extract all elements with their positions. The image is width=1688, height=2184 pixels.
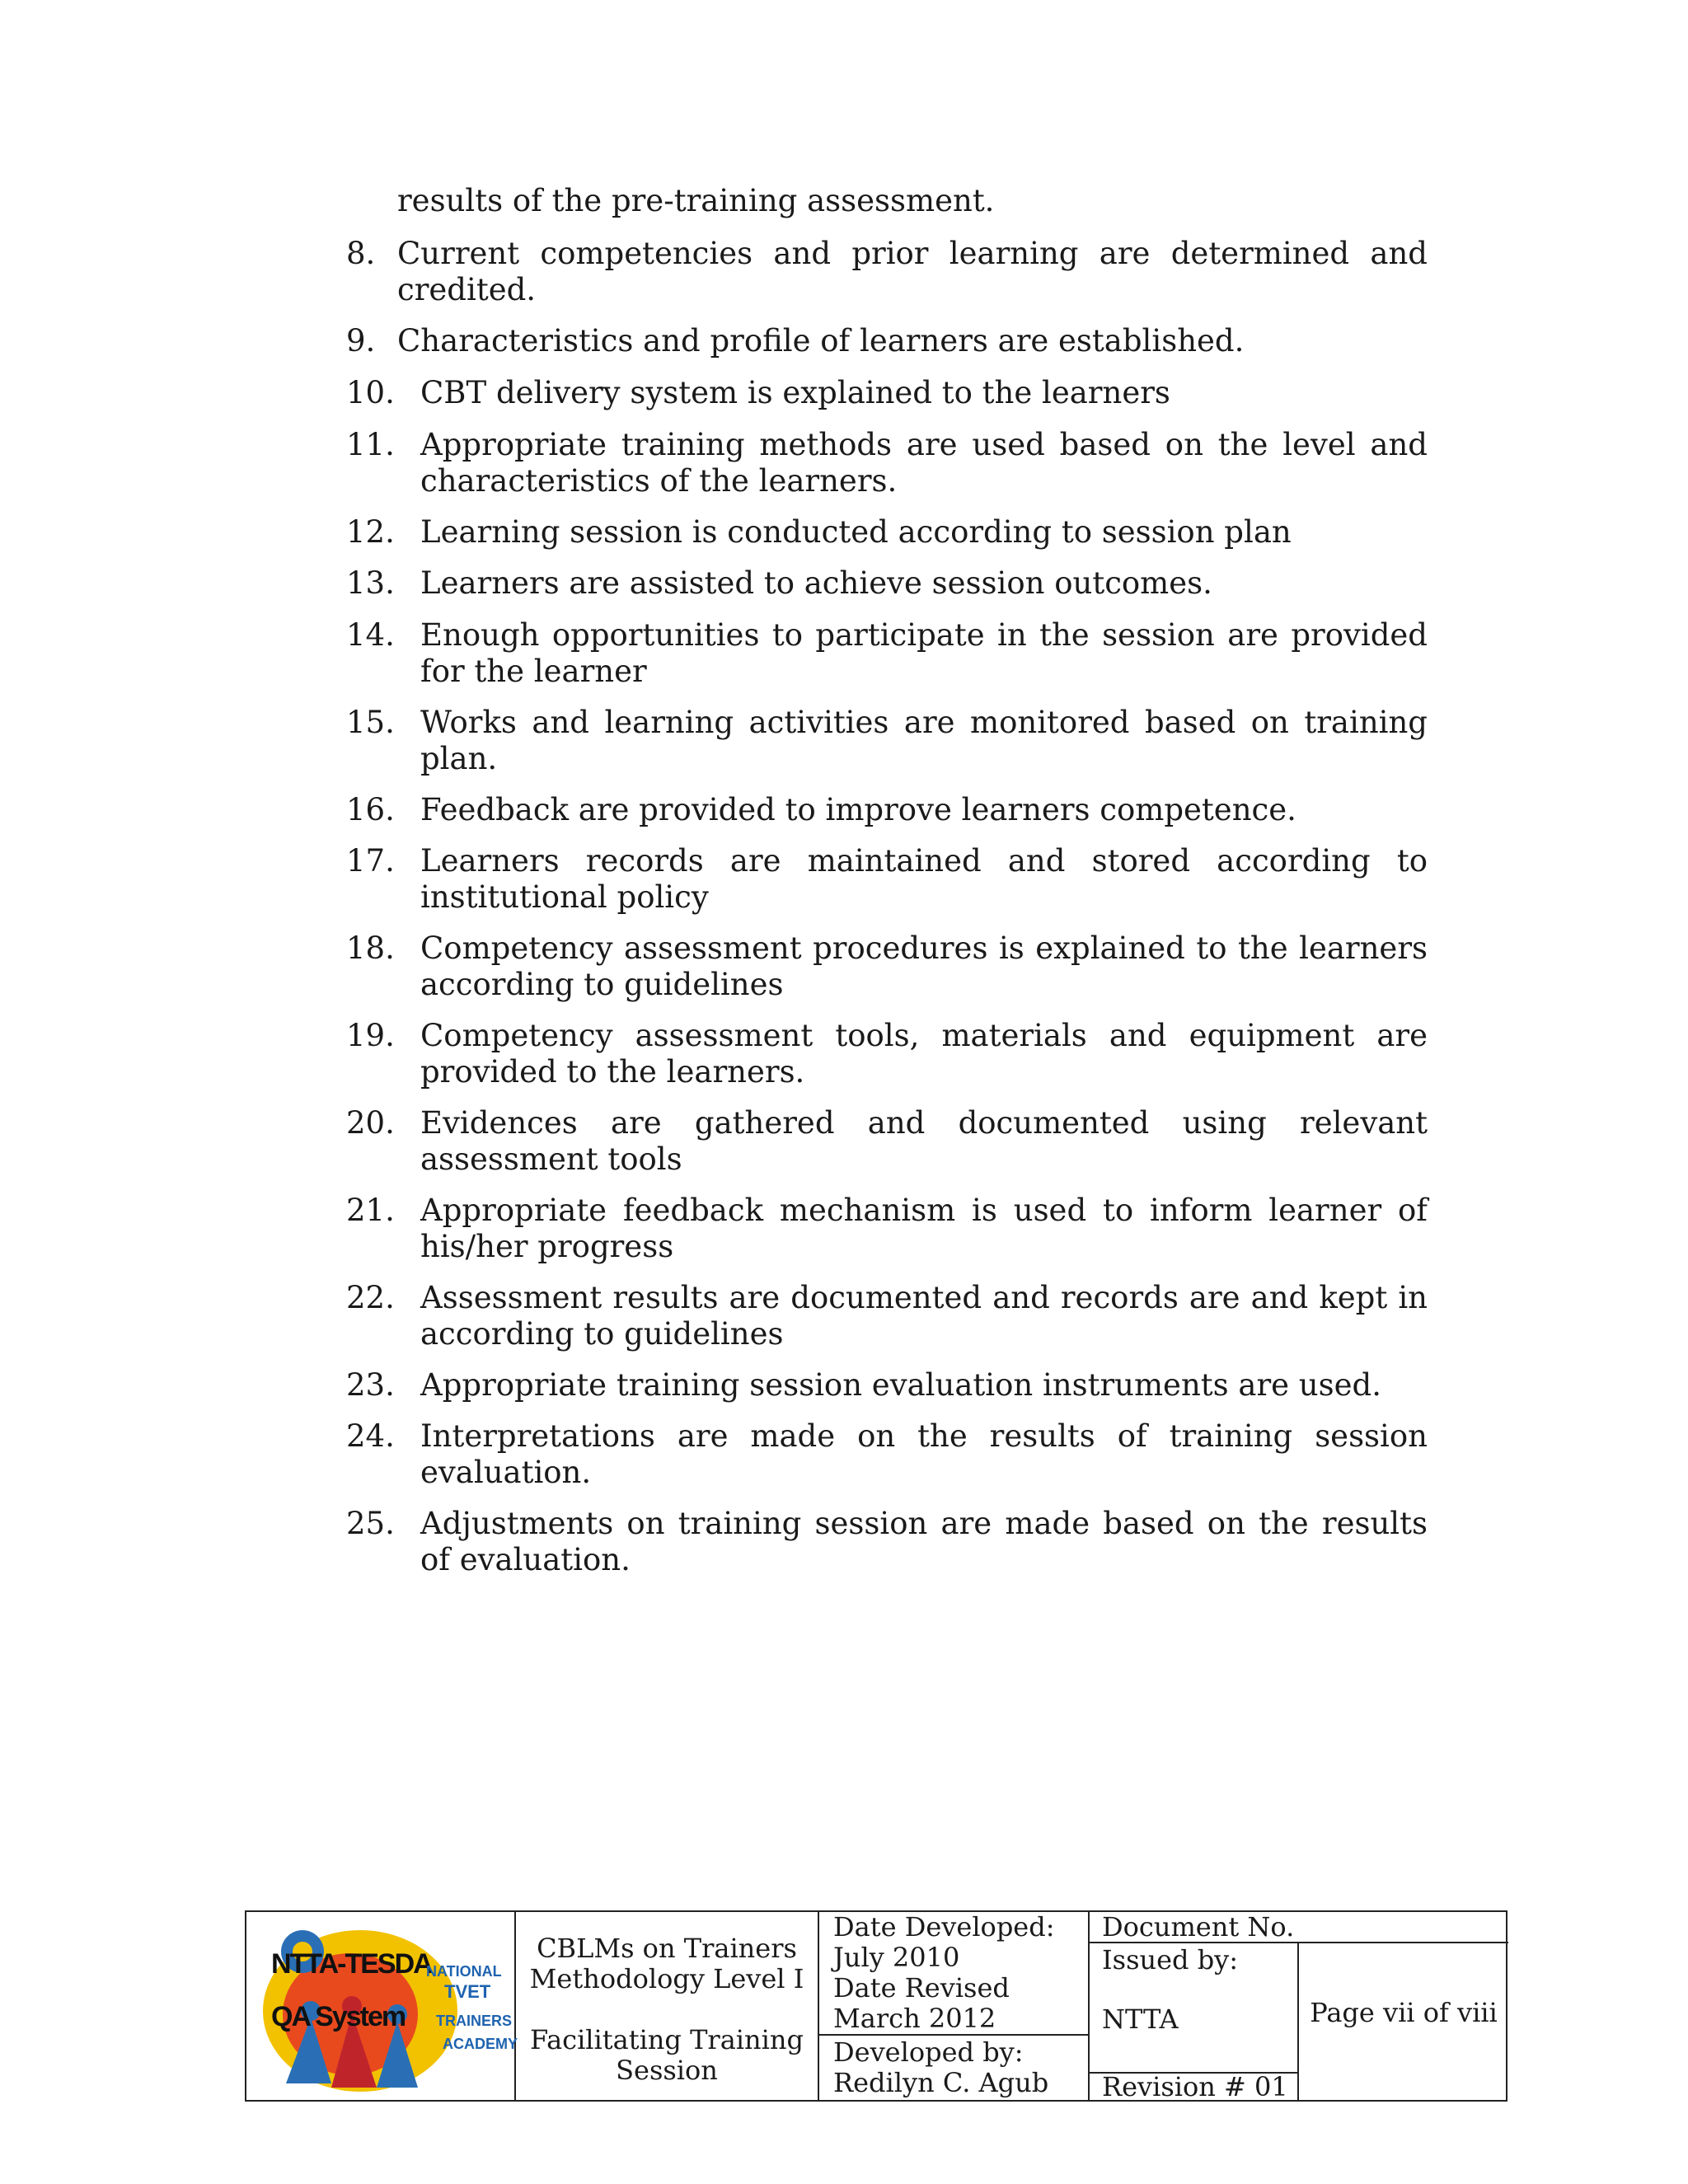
list-item-text: Learning session is conducted according to session plan — [420, 514, 1292, 550]
list-item-text: Assessment results are documented and records are and kept in according to guidelines — [420, 1280, 1428, 1352]
issued-by-label: Issued by: — [1102, 1944, 1239, 1975]
list-item-text: Competency assessment tools, materials and equipment are provided to the learners. — [420, 1018, 1428, 1090]
issued-by: NTTA — [1102, 2004, 1179, 2035]
date-developed: July 2010 — [833, 1942, 960, 1973]
list-item-text: Feedback are provided to improve learners competence. — [420, 792, 1296, 827]
course-title: CBLMs on Trainers — [537, 1933, 797, 1964]
list-item — [346, 1506, 1428, 1578]
list-item — [346, 705, 1428, 777]
list-item — [346, 792, 1428, 828]
list-item-text: Adjustments on training session are made based on the results of evaluation. — [420, 1506, 1428, 1577]
list-item-number: 13. — [346, 565, 395, 601]
list-item — [346, 1280, 1428, 1352]
date-revised-label: Date Revised — [833, 1972, 1010, 2004]
list-item-number: 11. — [346, 427, 395, 462]
list-item-text: Learners records are maintained and stored according to institutional policy — [420, 843, 1428, 915]
list-item-number: 8. — [346, 236, 376, 271]
page-number: Page vii of viii — [1310, 1997, 1498, 2028]
continued-text: results of the pre-training assessment. — [397, 183, 995, 218]
list-item — [346, 1367, 1428, 1404]
list-item-number: 25. — [346, 1506, 395, 1541]
list-item-text: Interpretations are made on the results of training session evaluation. — [420, 1418, 1428, 1490]
list-item — [346, 375, 1428, 411]
list-item-number: 23. — [346, 1367, 395, 1403]
date-revised: March 2012 — [833, 2003, 996, 2034]
list-item — [346, 617, 1428, 690]
developed-by: Redilyn C. Agub — [833, 2067, 1049, 2098]
list-item — [346, 565, 1428, 602]
module-title-2: Session — [616, 2055, 718, 2086]
list-item-number: 21. — [346, 1193, 395, 1228]
list-item — [346, 843, 1428, 916]
revision-number: Revision # 01 — [1102, 2071, 1288, 2102]
list-item — [346, 427, 1428, 499]
list-item-number: 24. — [346, 1418, 395, 1454]
list-item-text: Appropriate feedback mechanism is used to inform learner of his/her progress — [420, 1193, 1428, 1264]
list-item-text: Appropriate training methods are used based on the level and characteristics of the learners. — [420, 427, 1428, 499]
list-item-number: 17. — [346, 843, 395, 879]
list-item-text: Competency assessment procedures is explained to the learners according to guidelines — [420, 930, 1428, 1002]
list-item — [346, 1018, 1428, 1090]
ntta-logo: NTTA-TESDA QA System NATIONAL TVET TRAINERS ACADEMY — [253, 1919, 509, 2095]
list-item — [346, 514, 1428, 551]
list-item — [346, 1105, 1428, 1178]
list-item-number: 9. — [346, 323, 376, 359]
list-item-number: 12. — [346, 514, 395, 550]
developed-by-label: Developed by: — [833, 2036, 1024, 2068]
list-item-number: 20. — [346, 1105, 395, 1141]
module-title: Facilitating Training — [530, 2024, 804, 2055]
list-item — [346, 1193, 1428, 1265]
list-item-text: Learners are assisted to achieve session outcomes. — [420, 565, 1212, 601]
list-item — [346, 1418, 1428, 1491]
date-developed-label: Date Developed: — [833, 1911, 1055, 1943]
list-item-number: 19. — [346, 1018, 395, 1053]
list-item-text: Evidences are gathered and documented using relevant assessment tools — [420, 1105, 1428, 1177]
list-item-number: 22. — [346, 1280, 395, 1315]
list-item — [346, 236, 1428, 308]
list-item-number: 18. — [346, 930, 395, 966]
list-item-number: 14. — [346, 617, 395, 653]
list-item-text: Characteristics and profile of learners are established. — [397, 323, 1245, 359]
document-footer-table — [245, 1910, 1507, 2102]
list-item-text: Current competencies and prior learning are determined and credited. — [397, 236, 1428, 307]
list-item — [346, 323, 1428, 359]
list-item-text: Enough opportunities to participate in the session are provided for the learner — [420, 617, 1428, 689]
list-item-number: 15. — [346, 705, 395, 740]
list-item — [346, 930, 1428, 1003]
list-item-text: CBT delivery system is explained to the learners — [420, 375, 1170, 410]
list-item-number: 16. — [346, 792, 395, 827]
course-level: Methodology Level I — [529, 1963, 804, 1994]
list-item-number: 10. — [346, 375, 395, 410]
list-item-text: Appropriate training session evaluation instruments are used. — [420, 1367, 1381, 1403]
document-no-label: Document No. — [1102, 1911, 1295, 1943]
list-item-text: Works and learning activities are monitored based on training plan. — [420, 705, 1428, 776]
